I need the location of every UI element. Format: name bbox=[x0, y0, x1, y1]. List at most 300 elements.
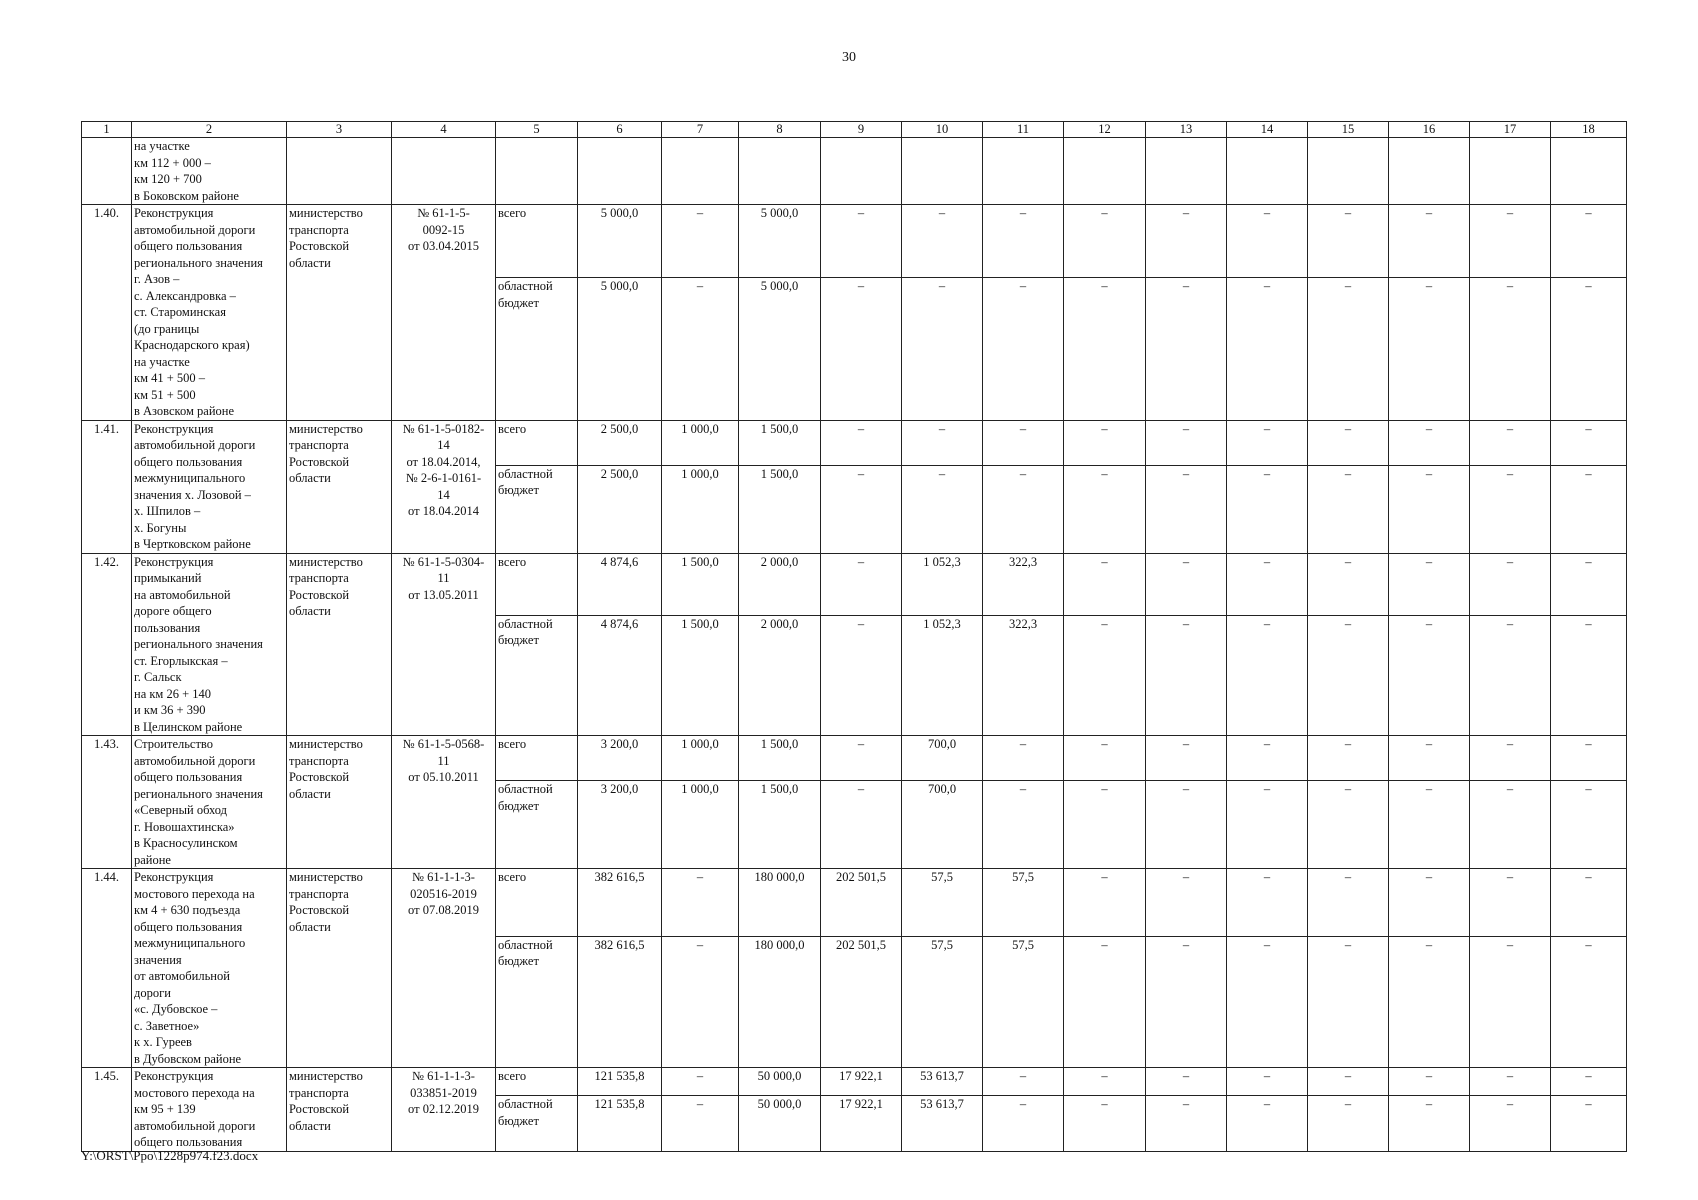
empty-cell bbox=[662, 138, 739, 205]
cell-line: области bbox=[289, 471, 331, 485]
cell-line: области bbox=[289, 919, 331, 934]
amount-cell: 53 613,7 bbox=[902, 1096, 983, 1151]
cell-line: 020516-2019 bbox=[410, 886, 477, 901]
cell-line: межмуниципального bbox=[134, 471, 246, 485]
amount-cell: – bbox=[1227, 1096, 1308, 1151]
amount-cell: – bbox=[1308, 615, 1389, 736]
empty-cell bbox=[1227, 138, 1308, 205]
table-row-total bbox=[82, 1068, 1627, 1096]
funding-source-cell bbox=[496, 615, 578, 736]
document-cell bbox=[392, 205, 496, 421]
column-number-header: 17 bbox=[1470, 122, 1551, 138]
cell-line: «с. Дубовское – bbox=[134, 1002, 218, 1016]
amount-cell: – bbox=[821, 553, 902, 615]
amount-cell: 5 000,0 bbox=[578, 205, 662, 278]
column-number-header: 9 bbox=[821, 122, 902, 138]
cell-line: к х. Гуреев bbox=[134, 1035, 192, 1049]
object-name-cell bbox=[132, 138, 287, 205]
organization-cell bbox=[287, 1068, 392, 1152]
cell-line: областной bbox=[498, 279, 553, 294]
empty-cell bbox=[578, 138, 662, 205]
amount-cell: – bbox=[1308, 553, 1389, 615]
amount-cell: – bbox=[1470, 1068, 1551, 1096]
amount-cell: 322,3 bbox=[983, 553, 1064, 615]
cell-line: автомобильной дороги bbox=[134, 753, 256, 768]
amount-cell: 202 501,5 bbox=[821, 869, 902, 937]
table-row-total bbox=[82, 869, 1627, 937]
column-number-header: 15 bbox=[1308, 122, 1389, 138]
amount-cell: – bbox=[1389, 278, 1470, 420]
funding-source-cell bbox=[496, 936, 578, 1067]
cell-line: от 07.08.2019 bbox=[408, 903, 479, 917]
amount-cell: – bbox=[983, 465, 1064, 553]
amount-cell: 202 501,5 bbox=[821, 936, 902, 1067]
cell-line: с. Заветное» bbox=[134, 1018, 200, 1033]
table-row-total bbox=[82, 553, 1627, 615]
cell-line: км 41 + 500 – bbox=[134, 371, 206, 385]
funding-source-cell bbox=[496, 465, 578, 553]
cell-line: на км 26 + 140 bbox=[134, 686, 212, 701]
object-name-cell bbox=[132, 553, 287, 736]
amount-cell: – bbox=[1064, 615, 1146, 736]
object-name-cell bbox=[132, 869, 287, 1068]
cell-line: Ростовской bbox=[289, 903, 350, 917]
cell-line: ст. Староминская bbox=[134, 305, 226, 319]
amount-cell: – bbox=[1470, 553, 1551, 615]
amount-cell: – bbox=[821, 205, 902, 278]
amount-cell: – bbox=[1308, 781, 1389, 869]
amount-cell: – bbox=[1146, 205, 1227, 278]
row-number-cell: 1.42. bbox=[82, 553, 132, 736]
amount-cell: – bbox=[1146, 1068, 1227, 1096]
cell-line: области bbox=[289, 786, 331, 801]
cell-line: министерство bbox=[289, 554, 363, 569]
cell-line: значения х. Лозовой – bbox=[134, 487, 251, 502]
row-number-cell bbox=[82, 138, 132, 205]
object-name-cell bbox=[132, 205, 287, 421]
cell-line: 14 bbox=[437, 438, 450, 452]
continuation-row bbox=[82, 138, 1627, 205]
amount-cell: 57,5 bbox=[983, 869, 1064, 937]
amount-cell: – bbox=[1064, 869, 1146, 937]
cell-line: Ростовской bbox=[289, 454, 350, 469]
cell-line: в Красносулинском bbox=[134, 836, 238, 850]
row-number-cell: 1.41. bbox=[82, 420, 132, 553]
amount-cell: 1 000,0 bbox=[662, 465, 739, 553]
empty-cell bbox=[1551, 138, 1627, 205]
amount-cell: – bbox=[1470, 781, 1551, 869]
cell-line: 11 bbox=[437, 571, 450, 585]
amount-cell: – bbox=[983, 205, 1064, 278]
table-row-total bbox=[82, 205, 1627, 278]
cell-line: министерство bbox=[289, 870, 363, 884]
cell-line: районе bbox=[134, 852, 171, 867]
empty-cell bbox=[1389, 138, 1470, 205]
amount-cell: – bbox=[1389, 936, 1470, 1067]
funding-source-cell: всего bbox=[496, 553, 578, 615]
cell-line: км 120 + 700 bbox=[134, 172, 202, 186]
empty-cell bbox=[983, 138, 1064, 205]
empty-cell bbox=[287, 138, 392, 205]
amount-cell: – bbox=[983, 420, 1064, 465]
empty-cell bbox=[902, 138, 983, 205]
organization-cell bbox=[287, 869, 392, 1068]
cell-line: бюджет bbox=[498, 483, 539, 498]
amount-cell: 57,5 bbox=[983, 936, 1064, 1067]
amount-cell: 322,3 bbox=[983, 615, 1064, 736]
column-number-header: 6 bbox=[578, 122, 662, 138]
cell-line: транспорта bbox=[289, 438, 349, 452]
amount-cell: – bbox=[983, 1096, 1064, 1151]
amount-cell: – bbox=[1551, 936, 1627, 1067]
table-row-total bbox=[82, 420, 1627, 465]
cell-line: № 61-1-5-0304- bbox=[402, 554, 485, 569]
cell-line: пользования bbox=[134, 620, 201, 635]
cell-line: в Чертковском районе bbox=[134, 537, 251, 551]
amount-cell: 1 500,0 bbox=[662, 615, 739, 736]
cell-line: межмуниципального bbox=[134, 936, 246, 950]
cell-line: бюджет bbox=[498, 633, 539, 647]
amount-cell: – bbox=[662, 1096, 739, 1151]
row-number-cell: 1.45. bbox=[82, 1068, 132, 1152]
amount-cell: – bbox=[821, 615, 902, 736]
amount-cell: – bbox=[1551, 278, 1627, 420]
cell-line: от 18.04.2014, bbox=[406, 454, 481, 469]
funding-source-cell: всего bbox=[496, 1068, 578, 1096]
amount-cell: – bbox=[983, 1068, 1064, 1096]
amount-cell: 1 000,0 bbox=[662, 781, 739, 869]
amount-cell: – bbox=[1308, 420, 1389, 465]
cell-line: в Азовском районе bbox=[134, 404, 235, 418]
amount-cell: – bbox=[821, 278, 902, 420]
amount-cell: – bbox=[1551, 553, 1627, 615]
column-number-header: 3 bbox=[287, 122, 392, 138]
cell-line: транспорта bbox=[289, 222, 349, 237]
funding-source-cell bbox=[496, 1096, 578, 1151]
file-path-footer: Y:\ORST\Ppo\1228p974.f23.docx bbox=[81, 1148, 259, 1163]
amount-cell: – bbox=[1146, 278, 1227, 420]
cell-line: областной bbox=[498, 1097, 553, 1112]
amount-cell: – bbox=[1389, 1096, 1470, 1151]
row-number-cell: 1.44. bbox=[82, 869, 132, 1068]
empty-cell bbox=[821, 138, 902, 205]
cell-line: областной bbox=[498, 466, 553, 481]
amount-cell: 53 613,7 bbox=[902, 1068, 983, 1096]
empty-cell bbox=[1146, 138, 1227, 205]
amount-cell: 4 874,6 bbox=[578, 615, 662, 736]
funding-source-cell: всего bbox=[496, 205, 578, 278]
amount-cell: – bbox=[1064, 936, 1146, 1067]
amount-cell: – bbox=[1470, 736, 1551, 781]
cell-line: (до границы bbox=[134, 321, 200, 336]
amount-cell: – bbox=[1551, 1096, 1627, 1151]
cell-line: от 13.05.2011 bbox=[408, 587, 479, 602]
amount-cell: – bbox=[1470, 936, 1551, 1067]
amount-cell: 57,5 bbox=[902, 936, 983, 1067]
amount-cell: – bbox=[902, 278, 983, 420]
cell-line: мостового перехода на bbox=[134, 1085, 255, 1100]
column-number-header: 2 bbox=[132, 122, 287, 138]
cell-line: км 51 + 500 bbox=[134, 387, 196, 402]
amount-cell: 700,0 bbox=[902, 781, 983, 869]
cell-line: общего пользования bbox=[134, 770, 243, 784]
cell-line: бюджет bbox=[498, 798, 539, 813]
organization-cell bbox=[287, 736, 392, 869]
amount-cell: – bbox=[983, 278, 1064, 420]
cell-line: бюджет bbox=[498, 954, 539, 969]
object-name-cell bbox=[132, 736, 287, 869]
cell-line: от 18.04.2014 bbox=[408, 504, 479, 518]
cell-line: мостового перехода на bbox=[134, 886, 255, 901]
cell-line: на участке bbox=[134, 354, 190, 369]
cell-line: примыканий bbox=[134, 571, 202, 585]
cell-line: № 61-1-1-3- bbox=[412, 1069, 475, 1083]
cell-line: км 4 + 630 подъезда bbox=[134, 903, 241, 917]
amount-cell: – bbox=[1389, 781, 1470, 869]
cell-line: регионального значения bbox=[134, 255, 263, 270]
amount-cell: – bbox=[1064, 1068, 1146, 1096]
amount-cell: 121 535,8 bbox=[578, 1068, 662, 1096]
column-number-header: 5 bbox=[496, 122, 578, 138]
cell-line: 14 bbox=[437, 487, 450, 502]
column-number-header: 12 bbox=[1064, 122, 1146, 138]
cell-line: автомобильной дороги bbox=[134, 222, 256, 237]
cell-line: от 03.04.2015 bbox=[408, 239, 479, 253]
cell-line: дороги bbox=[134, 985, 171, 1000]
amount-cell: 382 616,5 bbox=[578, 869, 662, 937]
amount-cell: – bbox=[1551, 736, 1627, 781]
amount-cell: – bbox=[821, 420, 902, 465]
document-cell bbox=[392, 1068, 496, 1152]
cell-line: областной bbox=[498, 782, 553, 797]
amount-cell: – bbox=[662, 1068, 739, 1096]
funding-source-cell: всего bbox=[496, 869, 578, 937]
cell-line: транспорта bbox=[289, 571, 349, 585]
amount-cell: – bbox=[1064, 205, 1146, 278]
amount-cell: – bbox=[1146, 615, 1227, 736]
cell-line: министерство bbox=[289, 737, 363, 751]
amount-cell: – bbox=[1064, 1096, 1146, 1151]
cell-line: Реконструкция bbox=[134, 206, 214, 220]
amount-cell: – bbox=[1146, 869, 1227, 937]
amount-cell: – bbox=[1064, 736, 1146, 781]
amount-cell: – bbox=[662, 205, 739, 278]
amount-cell: – bbox=[1227, 781, 1308, 869]
column-number-header: 1 bbox=[82, 122, 132, 138]
amount-cell: 4 874,6 bbox=[578, 553, 662, 615]
amount-cell: 2 500,0 bbox=[578, 465, 662, 553]
cell-line: № 61-1-5- bbox=[417, 206, 470, 220]
page-number: 30 bbox=[842, 50, 856, 65]
cell-line: х. Шпилов – bbox=[134, 504, 201, 518]
amount-cell: – bbox=[1470, 420, 1551, 465]
amount-cell: – bbox=[1308, 205, 1389, 278]
amount-cell: – bbox=[821, 781, 902, 869]
cell-line: Ростовской bbox=[289, 587, 350, 602]
amount-cell: – bbox=[1064, 553, 1146, 615]
amount-cell: 3 200,0 bbox=[578, 781, 662, 869]
amount-cell: – bbox=[1551, 615, 1627, 736]
column-number-header: 18 bbox=[1551, 122, 1627, 138]
amount-cell: – bbox=[1470, 278, 1551, 420]
budget-table bbox=[81, 121, 1627, 1152]
cell-line: общего пользования bbox=[134, 1135, 243, 1149]
amount-cell: – bbox=[1308, 936, 1389, 1067]
row-number-cell: 1.40. bbox=[82, 205, 132, 421]
cell-line: от 05.10.2011 bbox=[408, 770, 479, 784]
cell-line: министерство bbox=[289, 206, 363, 220]
amount-cell: 1 500,0 bbox=[739, 781, 821, 869]
amount-cell: – bbox=[1146, 936, 1227, 1067]
document-cell bbox=[392, 736, 496, 869]
empty-cell bbox=[1308, 138, 1389, 205]
amount-cell: 1 500,0 bbox=[739, 420, 821, 465]
cell-line: Реконструкция bbox=[134, 554, 214, 569]
organization-cell bbox=[287, 205, 392, 421]
cell-line: транспорта bbox=[289, 753, 349, 768]
cell-line: км 95 + 139 bbox=[134, 1102, 196, 1116]
amount-cell: – bbox=[983, 781, 1064, 869]
cell-line: регионального значения bbox=[134, 786, 263, 801]
amount-cell: – bbox=[1064, 465, 1146, 553]
document-cell bbox=[392, 869, 496, 1068]
amount-cell: – bbox=[1227, 869, 1308, 937]
cell-line: № 2-6-1-0161- bbox=[405, 471, 482, 485]
amount-cell: – bbox=[1227, 736, 1308, 781]
cell-line: бюджет bbox=[498, 295, 539, 310]
amount-cell: – bbox=[662, 869, 739, 937]
cell-line: общего пользования bbox=[134, 454, 243, 469]
amount-cell: 382 616,5 bbox=[578, 936, 662, 1067]
cell-line: транспорта bbox=[289, 886, 349, 901]
cell-line: значения bbox=[134, 952, 182, 967]
amount-cell: 3 200,0 bbox=[578, 736, 662, 781]
cell-line: в Боковском районе bbox=[134, 188, 239, 203]
amount-cell: – bbox=[1227, 1068, 1308, 1096]
cell-line: транспорта bbox=[289, 1085, 349, 1100]
cell-line: области bbox=[289, 255, 331, 270]
amount-cell: – bbox=[902, 465, 983, 553]
cell-line: Ростовской bbox=[289, 239, 350, 253]
empty-cell bbox=[1470, 138, 1551, 205]
amount-cell: 180 000,0 bbox=[739, 869, 821, 937]
column-number-header: 4 bbox=[392, 122, 496, 138]
amount-cell: – bbox=[1064, 781, 1146, 869]
amount-cell: – bbox=[1227, 420, 1308, 465]
amount-cell: – bbox=[1389, 553, 1470, 615]
amount-cell: 2 500,0 bbox=[578, 420, 662, 465]
table-row-total bbox=[82, 736, 1627, 781]
amount-cell: 17 922,1 bbox=[821, 1096, 902, 1151]
amount-cell: – bbox=[1146, 736, 1227, 781]
amount-cell: – bbox=[1551, 420, 1627, 465]
empty-cell bbox=[392, 138, 496, 205]
cell-line: № 61-1-5-0568- bbox=[402, 737, 485, 751]
amount-cell: – bbox=[1389, 615, 1470, 736]
amount-cell: 5 000,0 bbox=[578, 278, 662, 420]
object-name-cell bbox=[132, 420, 287, 553]
amount-cell: – bbox=[1389, 1068, 1470, 1096]
amount-cell: – bbox=[1470, 205, 1551, 278]
amount-cell: – bbox=[902, 205, 983, 278]
amount-cell: – bbox=[1308, 736, 1389, 781]
amount-cell: – bbox=[1146, 420, 1227, 465]
cell-line: г. Азов – bbox=[134, 272, 180, 286]
column-number-header: 13 bbox=[1146, 122, 1227, 138]
amount-cell: – bbox=[1470, 615, 1551, 736]
amount-cell: – bbox=[1308, 1068, 1389, 1096]
cell-line: на участке bbox=[134, 139, 190, 153]
column-number-row bbox=[82, 122, 1627, 138]
amount-cell: – bbox=[1308, 465, 1389, 553]
amount-cell: – bbox=[1146, 1096, 1227, 1151]
empty-cell bbox=[1064, 138, 1146, 205]
cell-line: № 61-1-1-3- bbox=[412, 870, 475, 884]
cell-line: ст. Егорлыкская – bbox=[134, 653, 228, 668]
cell-line: 11 bbox=[437, 753, 450, 768]
funding-source-cell bbox=[496, 278, 578, 420]
cell-line: от автомобильной bbox=[134, 969, 230, 983]
cell-line: 0092-15 bbox=[422, 222, 465, 237]
cell-line: регионального значения bbox=[134, 637, 263, 651]
cell-line: и км 36 + 390 bbox=[134, 703, 206, 717]
organization-cell bbox=[287, 553, 392, 736]
cell-line: Реконструкция bbox=[134, 870, 214, 884]
cell-line: Реконструкция bbox=[134, 421, 214, 436]
column-number-header: 16 bbox=[1389, 122, 1470, 138]
amount-cell: 5 000,0 bbox=[739, 205, 821, 278]
amount-cell: 1 052,3 bbox=[902, 615, 983, 736]
amount-cell: 1 500,0 bbox=[662, 553, 739, 615]
cell-line: Строительство bbox=[134, 737, 214, 751]
amount-cell: 1 052,3 bbox=[902, 553, 983, 615]
amount-cell: – bbox=[1389, 205, 1470, 278]
cell-line: автомобильной дороги bbox=[134, 1118, 256, 1133]
row-number-cell: 1.43. bbox=[82, 736, 132, 869]
column-number-header: 10 bbox=[902, 122, 983, 138]
cell-line: Ростовской bbox=[289, 770, 350, 784]
amount-cell: 5 000,0 bbox=[739, 278, 821, 420]
column-number-header: 7 bbox=[662, 122, 739, 138]
cell-line: на автомобильной bbox=[134, 587, 231, 602]
document-cell bbox=[392, 553, 496, 736]
amount-cell: – bbox=[1389, 869, 1470, 937]
amount-cell: – bbox=[1227, 553, 1308, 615]
amount-cell: – bbox=[1146, 553, 1227, 615]
amount-cell: – bbox=[1470, 869, 1551, 937]
amount-cell: 700,0 bbox=[902, 736, 983, 781]
column-number-header: 14 bbox=[1227, 122, 1308, 138]
cell-line: 033851-2019 bbox=[410, 1085, 477, 1100]
document-cell bbox=[392, 420, 496, 553]
cell-line: Ростовской bbox=[289, 1102, 350, 1116]
cell-line: в Целинском районе bbox=[134, 719, 243, 734]
cell-line: области bbox=[289, 604, 331, 618]
amount-cell: – bbox=[1064, 278, 1146, 420]
amount-cell: – bbox=[1146, 465, 1227, 553]
cell-line: областной bbox=[498, 616, 553, 631]
amount-cell: – bbox=[1389, 420, 1470, 465]
cell-line: г. Новошахтинска» bbox=[134, 819, 235, 834]
amount-cell: 1 000,0 bbox=[662, 736, 739, 781]
cell-line: км 112 + 000 – bbox=[134, 155, 211, 170]
amount-cell: – bbox=[1551, 205, 1627, 278]
amount-cell: – bbox=[821, 465, 902, 553]
amount-cell: 1 500,0 bbox=[739, 736, 821, 781]
amount-cell: 50 000,0 bbox=[739, 1096, 821, 1151]
column-number-header: 8 bbox=[739, 122, 821, 138]
cell-line: Реконструкция bbox=[134, 1069, 214, 1083]
